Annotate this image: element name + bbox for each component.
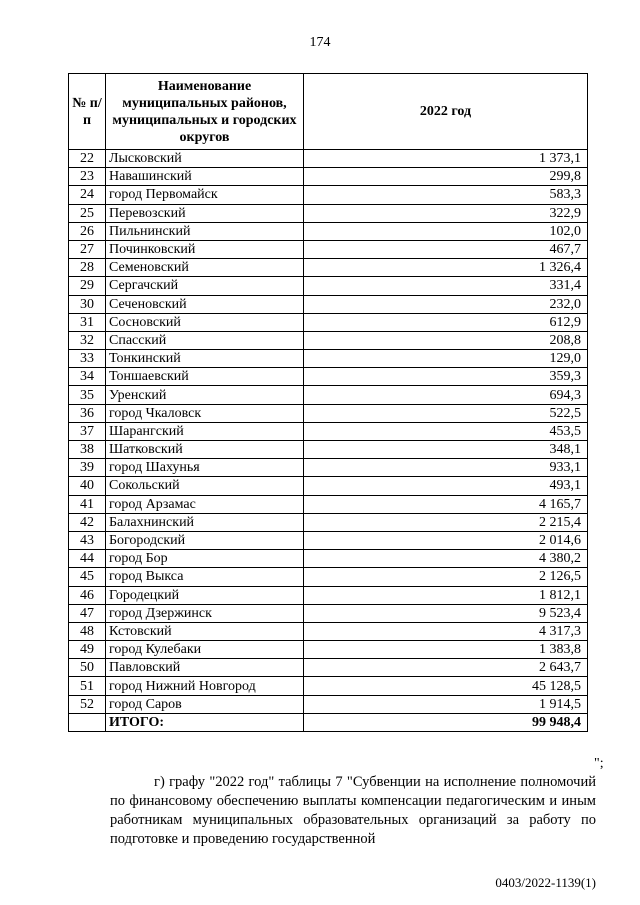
page-number: 174 [309,35,331,50]
row-name: Сеченовский [106,295,304,313]
row-num: 37 [69,422,106,440]
row-value: 4 317,3 [304,622,588,640]
row-value: 933,1 [304,459,588,477]
table-row [69,350,588,368]
closing-quote-mark: "; [594,756,604,771]
row-name: город Выкса [106,568,304,586]
row-num: 31 [69,313,106,331]
table-row [69,386,588,404]
row-name: город Чкаловск [106,404,304,422]
row-num: 26 [69,222,106,240]
row-value: 1 373,1 [304,150,588,168]
row-num: 34 [69,368,106,386]
total-label: ИТОГО: [106,713,304,731]
row-name: город Арзамас [106,495,304,513]
row-value: 694,3 [304,386,588,404]
table-row [69,459,588,477]
row-num: 36 [69,404,106,422]
row-num: 40 [69,477,106,495]
table-row [69,277,588,295]
row-num: 42 [69,513,106,531]
row-name: город Дзержинск [106,604,304,622]
row-num: 38 [69,441,106,459]
row-value: 2 643,7 [304,659,588,677]
table-row [69,204,588,222]
row-num: 30 [69,295,106,313]
row-name: Навашинский [106,168,304,186]
row-name: Лысковский [106,150,304,168]
document-code: 0403/2022-1139(1) [495,875,596,890]
row-name: Пильнинский [106,222,304,240]
row-name: Сергачский [106,277,304,295]
row-num: 27 [69,240,106,258]
row-name: Перевозский [106,204,304,222]
row-num: 44 [69,550,106,568]
paragraph-text: г) графу "2022 год" таблицы 7 "Субвенции на исполнение полномочий по финансовому обеспечению выплаты компенсации педагогическим и иным работникам муниципальных образовательных организаций за работу по подготовке и проведению государственной [110,774,596,847]
row-num: 28 [69,259,106,277]
table-row [69,441,588,459]
table-row [69,513,588,531]
row-name: Павловский [106,659,304,677]
row-value: 4 165,7 [304,495,588,513]
header-name: Наименование муниципальных районов, муниципальных и городских округов [106,74,304,150]
table-row [69,240,588,258]
row-name: город Шахунья [106,459,304,477]
row-num: 32 [69,331,106,349]
row-name: Кстовский [106,622,304,640]
row-num: 48 [69,622,106,640]
row-num: 33 [69,350,106,368]
row-name: Уренский [106,386,304,404]
table-row [69,222,588,240]
table-row [69,622,588,640]
header-year: 2022 год [304,74,588,150]
row-value: 2 215,4 [304,513,588,531]
table-row [69,313,588,331]
table-row [69,295,588,313]
row-value: 102,0 [304,222,588,240]
row-value: 1 812,1 [304,586,588,604]
row-num: 47 [69,604,106,622]
row-name: Сосновский [106,313,304,331]
row-value: 359,3 [304,368,588,386]
row-value: 4 380,2 [304,550,588,568]
table-row [69,404,588,422]
row-num: 35 [69,386,106,404]
row-name: город Кулебаки [106,641,304,659]
row-num: 23 [69,168,106,186]
row-num: 49 [69,641,106,659]
row-num: 29 [69,277,106,295]
row-value: 9 523,4 [304,604,588,622]
total-empty-cell [69,713,106,731]
row-value: 522,5 [304,404,588,422]
table-row [69,259,588,277]
row-num: 39 [69,459,106,477]
row-value: 348,1 [304,441,588,459]
table-row [69,168,588,186]
table-row [69,495,588,513]
table-row [69,531,588,549]
row-value: 1 914,5 [304,695,588,713]
table-row [69,186,588,204]
table-row [69,550,588,568]
row-name: Богородский [106,531,304,549]
table-row [69,641,588,659]
subventions-table [68,73,588,732]
table-row [69,568,588,586]
row-name: город Первомайск [106,186,304,204]
row-num: 45 [69,568,106,586]
row-num: 24 [69,186,106,204]
row-num: 46 [69,586,106,604]
row-name: город Нижний Новгород [106,677,304,695]
row-value: 129,0 [304,350,588,368]
table-row [69,477,588,495]
row-name: Спасский [106,331,304,349]
table-row [69,331,588,349]
row-num: 52 [69,695,106,713]
table-header-row [69,74,588,150]
table-row [69,586,588,604]
table-row [69,677,588,695]
row-value: 208,8 [304,331,588,349]
row-name: Городецкий [106,586,304,604]
row-value: 467,7 [304,240,588,258]
row-value: 232,0 [304,295,588,313]
table-row [69,422,588,440]
total-value: 99 948,4 [304,713,588,731]
row-name: Тонкинский [106,350,304,368]
row-value: 453,5 [304,422,588,440]
row-value: 1 383,8 [304,641,588,659]
row-name: Шарангский [106,422,304,440]
row-num: 41 [69,495,106,513]
row-num: 22 [69,150,106,168]
row-value: 45 128,5 [304,677,588,695]
table-row [69,659,588,677]
row-num: 25 [69,204,106,222]
table-row [69,604,588,622]
header-num: № п/п [69,74,106,150]
row-value: 612,9 [304,313,588,331]
row-value: 322,9 [304,204,588,222]
row-value: 2 014,6 [304,531,588,549]
table-row [69,695,588,713]
row-value: 331,4 [304,277,588,295]
row-num: 50 [69,659,106,677]
row-name: Балахнинский [106,513,304,531]
row-name: Шатковский [106,441,304,459]
row-value: 1 326,4 [304,259,588,277]
row-value: 299,8 [304,168,588,186]
row-name: город Саров [106,695,304,713]
row-name: Починковский [106,240,304,258]
row-name: Семеновский [106,259,304,277]
row-value: 583,3 [304,186,588,204]
row-name: Сокольский [106,477,304,495]
row-num: 43 [69,531,106,549]
row-value: 493,1 [304,477,588,495]
row-name: Тоншаевский [106,368,304,386]
table-row [69,368,588,386]
table-row [69,150,588,168]
row-num: 51 [69,677,106,695]
row-value: 2 126,5 [304,568,588,586]
row-name: город Бор [106,550,304,568]
amendment-paragraph [110,773,596,849]
total-row [69,713,588,731]
